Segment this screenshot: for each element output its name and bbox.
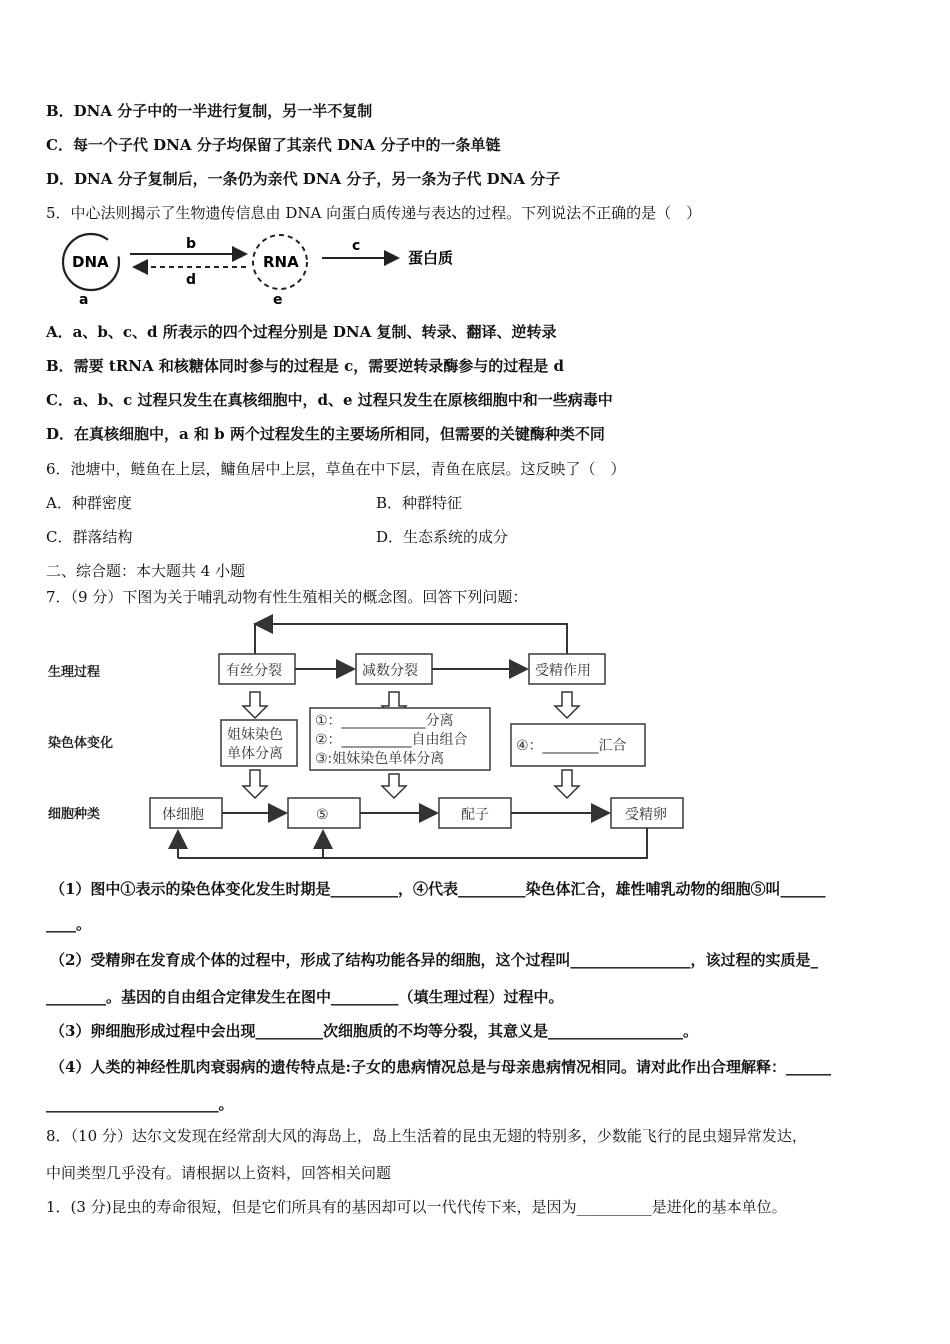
label-d: d <box>186 272 197 288</box>
row-label-cell: 细胞种类 <box>48 807 101 822</box>
q4-option-d: D．DNA 分子复制后，一条仍为亲代 DNA 分子，另一条为子代 DNA 分子 <box>46 170 561 188</box>
label-b: b <box>186 236 197 252</box>
q5-option-a: A．a、b、c、d 所表示的四个过程分别是 DNA 复制、转录、翻译、逆转录 <box>46 323 557 341</box>
section-heading: 二、综合题：本大题共 4 小题 <box>46 562 246 580</box>
text-m3: ③:姐妹染色单体分离 <box>315 751 445 767</box>
text-somatic: 体细胞 <box>162 807 204 823</box>
q8-stem-1: 8．（10 分）达尔文发现在经常刮大风的海岛上，岛上生活着的昆虫无翅的特别多，少数能飞行的昆虫翅异常发达， <box>46 1127 807 1145</box>
text-fertilization: 受精作用 <box>535 663 591 679</box>
text-zygote: 受精卵 <box>625 807 667 823</box>
text-meiosis: 减数分裂 <box>362 663 418 679</box>
q8-stem-2: 中间类型几乎没有。请根据以上资料，回答相关问题 <box>46 1164 392 1182</box>
q5-option-b: B．需要 tRNA 和核糖体同时参与的过程是 c，需要逆转录酶参与的过程是 d <box>46 357 564 375</box>
q6-stem: 6．池塘中，鲢鱼在上层，鳙鱼居中上层，草鱼在中下层，青鱼在底层。这反映了（ ） <box>46 460 626 478</box>
text-f4: ④：________汇合 <box>516 738 627 754</box>
q7-part4-a: （4）人类的神经性肌肉衰弱病的遗传特点是:子女的患病情况总是与母亲患病情况相同。请对此作出合理解释：______ <box>50 1058 831 1076</box>
q6-option-b: B．种群特征 <box>376 494 463 512</box>
q7-stem: 7．（9 分）下图为关于哺乳动物有性生殖相关的概念图。回答下列问题： <box>46 588 528 606</box>
text-cell5: ⑤ <box>316 807 329 823</box>
text-mitosis: 有丝分裂 <box>226 663 282 679</box>
q7-part3: （3）卵细胞形成过程中会出现_________次细胞质的不均等分裂，其意义是__________________。 <box>50 1022 698 1040</box>
row-label-chromosome: 染色体变化 <box>48 736 114 751</box>
q7-part1-b: ____。 <box>46 915 92 933</box>
q6-option-c: C．群落结构 <box>46 528 133 546</box>
label-e: e <box>273 292 283 308</box>
q5-option-d: D．在真核细胞中，a 和 b 两个过程发生的主要场所相同，但需要的关键酶种类不同 <box>46 425 605 443</box>
q4-option-c: C．每一个子代 DNA 分子均保留了其亲代 DNA 分子中的一条单链 <box>46 136 501 154</box>
q7-part2-b: ________。基因的自由组合定律发生在图中_________（填生理过程）过程中。 <box>46 988 564 1006</box>
text-gamete: 配子 <box>461 807 489 823</box>
q4-option-b: B．DNA 分子中的一半进行复制，另一半不复制 <box>46 102 373 120</box>
rna-label: RNA <box>263 253 299 271</box>
q7-part4-b: _______________________。 <box>46 1095 234 1113</box>
concept-map-diagram <box>40 612 700 862</box>
dna-label: DNA <box>72 253 109 271</box>
text-m1: ①：____________分离 <box>315 713 454 729</box>
q7-part1-a: （1）图中①表示的染色体变化发生时期是_________，④代表_________染色体汇合，雄性哺乳动物的细胞⑤叫______ <box>50 880 826 898</box>
text-sister-1: 姐妹染色 <box>227 727 283 743</box>
q7-part2-a: （2）受精卵在发育成个体的过程中，形成了结构功能各异的细胞，这个过程叫________________，该过程的实质是_ <box>50 951 818 969</box>
text-m2: ②：__________自由组合 <box>315 732 468 748</box>
q6-option-d: D．生态系统的成分 <box>376 528 509 546</box>
q5-option-c: C．a、b、c 过程只发生在真核细胞中，d、e 过程只发生在原核细胞中和一些病毒中 <box>46 391 613 409</box>
q5-stem: 5．中心法则揭示了生物遗传信息由 DNA 向蛋白质传递与表达的过程。下列说法不正确的是（ ） <box>46 204 702 222</box>
row-label-process: 生理过程 <box>48 665 101 680</box>
q6-option-a: A．种群密度 <box>46 494 132 512</box>
central-dogma-diagram <box>40 232 480 310</box>
text-sister-2: 单体分离 <box>227 746 283 762</box>
label-c: c <box>352 238 361 254</box>
q8-part1: 1．(3 分)昆虫的寿命很短，但是它们所具有的基因却可以一代代传下来，是因为__________是进化的基本单位。 <box>46 1198 787 1216</box>
label-a: a <box>79 292 89 308</box>
protein-label: 蛋白质 <box>408 249 454 267</box>
